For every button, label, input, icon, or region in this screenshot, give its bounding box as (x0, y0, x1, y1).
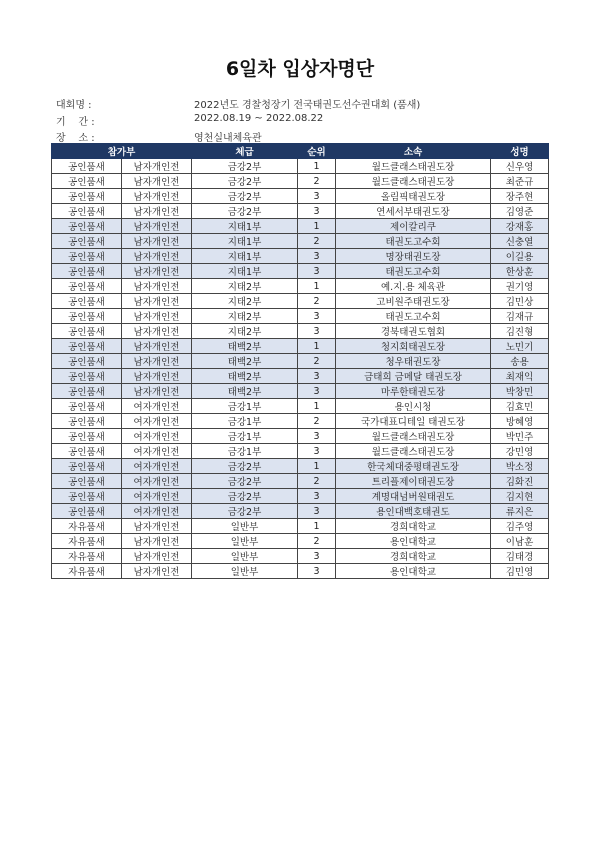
cell-name: 강민영 (491, 444, 549, 459)
cell-rank: 3 (298, 204, 336, 219)
cell-rank: 3 (298, 324, 336, 339)
table-row (52, 384, 549, 399)
cell-rank: 1 (298, 219, 336, 234)
cell-event: 여자개인전 (122, 414, 192, 429)
cell-category: 공인품새 (52, 369, 122, 384)
cell-event: 남자개인전 (122, 339, 192, 354)
cell-event: 여자개인전 (122, 489, 192, 504)
cell-weight-class: 태백2부 (192, 384, 298, 399)
table-row (52, 174, 549, 189)
cell-weight-class: 금강2부 (192, 459, 298, 474)
cell-name: 김화진 (491, 474, 549, 489)
table-row (52, 504, 549, 519)
cell-weight-class: 금강1부 (192, 444, 298, 459)
cell-rank: 2 (298, 354, 336, 369)
cell-weight-class: 태백2부 (192, 339, 298, 354)
cell-name: 김민상 (491, 294, 549, 309)
cell-event: 남자개인전 (122, 324, 192, 339)
cell-name: 송용 (491, 354, 549, 369)
table-row (52, 324, 549, 339)
cell-name: 최재익 (491, 369, 549, 384)
table-row (52, 309, 549, 324)
table-row (52, 204, 549, 219)
cell-affiliation: 고비원주태권도장 (336, 294, 491, 309)
cell-category: 공인품새 (52, 204, 122, 219)
cell-name: 김영준 (491, 204, 549, 219)
cell-category: 자유품새 (52, 519, 122, 534)
cell-event: 남자개인전 (122, 309, 192, 324)
cell-name: 김진형 (491, 324, 549, 339)
cell-name: 한상훈 (491, 264, 549, 279)
page-title: 6일차 입상자명단 (225, 58, 375, 80)
cell-name: 최준규 (491, 174, 549, 189)
cell-rank: 1 (298, 399, 336, 414)
cell-category: 공인품새 (52, 234, 122, 249)
cell-category: 공인품새 (52, 414, 122, 429)
cell-event: 남자개인전 (122, 219, 192, 234)
cell-category: 공인품새 (52, 354, 122, 369)
cell-weight-class: 일반부 (192, 519, 298, 534)
cell-weight-class: 지태2부 (192, 324, 298, 339)
cell-category: 공인품새 (52, 189, 122, 204)
cell-affiliation: 마루한태권도장 (336, 384, 491, 399)
cell-name: 김태경 (491, 549, 549, 564)
cell-name: 신우영 (491, 159, 549, 174)
cell-event: 여자개인전 (122, 504, 192, 519)
cell-rank: 3 (298, 549, 336, 564)
cell-category: 공인품새 (52, 264, 122, 279)
cell-name: 신충열 (491, 234, 549, 249)
cell-event: 남자개인전 (122, 174, 192, 189)
cell-affiliation: 명장태권도장 (336, 249, 491, 264)
table-row (52, 234, 549, 249)
table-row (52, 189, 549, 204)
cell-weight-class: 금강1부 (192, 429, 298, 444)
cell-affiliation: 금태희 금메달 태권도장 (336, 369, 491, 384)
venue-value: 영천실내체육관 (194, 133, 262, 144)
cell-weight-class: 금강2부 (192, 474, 298, 489)
cell-rank: 2 (298, 294, 336, 309)
cell-affiliation: 제이칼리쿠 (336, 219, 491, 234)
cell-name: 김민영 (491, 564, 549, 579)
cell-event: 남자개인전 (122, 369, 192, 384)
table-row (52, 294, 549, 309)
cell-name: 김재규 (491, 309, 549, 324)
cell-rank: 3 (298, 369, 336, 384)
cell-event: 남자개인전 (122, 189, 192, 204)
cell-name: 김효민 (491, 399, 549, 414)
table-row (52, 564, 549, 579)
cell-weight-class: 금강2부 (192, 204, 298, 219)
event-label: 대회명 : (56, 100, 92, 111)
cell-affiliation: 용인대학교 (336, 534, 491, 549)
cell-affiliation: 월드클래스태권도장 (336, 429, 491, 444)
cell-rank: 3 (298, 249, 336, 264)
cell-affiliation: 트리플제이태권도장 (336, 474, 491, 489)
cell-event: 남자개인전 (122, 249, 192, 264)
cell-weight-class: 금강1부 (192, 414, 298, 429)
header-division: 참가부 (52, 144, 192, 159)
header-weight-class: 체급 (192, 144, 298, 159)
cell-category: 공인품새 (52, 399, 122, 414)
table-row (52, 489, 549, 504)
cell-rank: 1 (298, 459, 336, 474)
table-row (52, 519, 549, 534)
cell-event: 남자개인전 (122, 534, 192, 549)
table-row (52, 369, 549, 384)
cell-weight-class: 지태1부 (192, 234, 298, 249)
cell-weight-class: 태백2부 (192, 354, 298, 369)
cell-rank: 2 (298, 414, 336, 429)
table-row (52, 444, 549, 459)
cell-event: 남자개인전 (122, 159, 192, 174)
cell-weight-class: 금강2부 (192, 489, 298, 504)
cell-weight-class: 금강2부 (192, 189, 298, 204)
cell-affiliation: 청지회태권도장 (336, 339, 491, 354)
cell-affiliation: 청우태권도장 (336, 354, 491, 369)
table-row (52, 354, 549, 369)
cell-weight-class: 금강2부 (192, 504, 298, 519)
cell-name: 장주현 (491, 189, 549, 204)
cell-affiliation: 올림픽태권도장 (336, 189, 491, 204)
cell-rank: 1 (298, 279, 336, 294)
cell-affiliation: 월드클래스태권도장 (336, 444, 491, 459)
header-affiliation: 소속 (336, 144, 491, 159)
cell-name: 박민주 (491, 429, 549, 444)
table-row (52, 534, 549, 549)
cell-rank: 3 (298, 489, 336, 504)
cell-rank: 2 (298, 174, 336, 189)
cell-event: 남자개인전 (122, 279, 192, 294)
cell-event: 여자개인전 (122, 444, 192, 459)
cell-affiliation: 월드클래스태권도장 (336, 159, 491, 174)
cell-weight-class: 지태1부 (192, 249, 298, 264)
cell-event: 여자개인전 (122, 459, 192, 474)
table-row (52, 414, 549, 429)
cell-event: 남자개인전 (122, 564, 192, 579)
table-row (52, 474, 549, 489)
cell-category: 자유품새 (52, 534, 122, 549)
table-row (52, 249, 549, 264)
header-rank: 순위 (298, 144, 336, 159)
cell-name: 박소정 (491, 459, 549, 474)
cell-affiliation: 계명대넘버원태권도 (336, 489, 491, 504)
venue-label: 장 소 : (56, 133, 95, 144)
cell-category: 공인품새 (52, 324, 122, 339)
header-name: 성명 (491, 144, 549, 159)
cell-event: 여자개인전 (122, 399, 192, 414)
cell-name: 류지은 (491, 504, 549, 519)
cell-weight-class: 지태2부 (192, 309, 298, 324)
cell-name: 노민기 (491, 339, 549, 354)
table-row (52, 399, 549, 414)
cell-name: 박창민 (491, 384, 549, 399)
cell-rank: 2 (298, 234, 336, 249)
table-row (52, 459, 549, 474)
cell-rank: 3 (298, 309, 336, 324)
cell-weight-class: 일반부 (192, 549, 298, 564)
cell-category: 공인품새 (52, 219, 122, 234)
cell-affiliation: 국가대표디테일 태권도장 (336, 414, 491, 429)
table-row (52, 219, 549, 234)
cell-event: 남자개인전 (122, 234, 192, 249)
period-label: 기 간 : (56, 117, 95, 128)
table-header-row (52, 144, 549, 159)
cell-affiliation: 경희대학교 (336, 519, 491, 534)
table-row (52, 429, 549, 444)
cell-category: 공인품새 (52, 294, 122, 309)
cell-event: 남자개인전 (122, 354, 192, 369)
cell-weight-class: 금강2부 (192, 174, 298, 189)
cell-category: 공인품새 (52, 159, 122, 174)
cell-weight-class: 지태1부 (192, 219, 298, 234)
cell-rank: 3 (298, 429, 336, 444)
cell-category: 공인품새 (52, 444, 122, 459)
cell-affiliation: 경북태권도협회 (336, 324, 491, 339)
cell-affiliation: 태권도고수회 (336, 234, 491, 249)
cell-event: 남자개인전 (122, 384, 192, 399)
winners-table (51, 143, 549, 579)
cell-affiliation: 경희대학교 (336, 549, 491, 564)
cell-name: 권기영 (491, 279, 549, 294)
cell-category: 공인품새 (52, 249, 122, 264)
cell-category: 공인품새 (52, 384, 122, 399)
cell-category: 공인품새 (52, 504, 122, 519)
cell-name: 방혜영 (491, 414, 549, 429)
cell-event: 남자개인전 (122, 204, 192, 219)
table-row (52, 549, 549, 564)
cell-name: 이남훈 (491, 534, 549, 549)
cell-name: 이길용 (491, 249, 549, 264)
table-row (52, 264, 549, 279)
cell-rank: 3 (298, 189, 336, 204)
cell-category: 공인품새 (52, 459, 122, 474)
cell-affiliation: 월드클래스태권도장 (336, 174, 491, 189)
cell-category: 공인품새 (52, 309, 122, 324)
cell-weight-class: 금강1부 (192, 399, 298, 414)
cell-rank: 3 (298, 264, 336, 279)
cell-category: 공인품새 (52, 489, 122, 504)
cell-rank: 3 (298, 564, 336, 579)
cell-name: 김주영 (491, 519, 549, 534)
period-value: 2022.08.19 ~ 2022.08.22 (194, 113, 324, 124)
table-row (52, 279, 549, 294)
cell-event: 남자개인전 (122, 294, 192, 309)
cell-affiliation: 태권도고수회 (336, 309, 491, 324)
table-row (52, 159, 549, 174)
cell-category: 공인품새 (52, 339, 122, 354)
cell-affiliation: 예.지.용 체육관 (336, 279, 491, 294)
cell-affiliation: 용인대학교 (336, 564, 491, 579)
cell-category: 자유품새 (52, 564, 122, 579)
cell-rank: 3 (298, 504, 336, 519)
cell-affiliation: 연세서부태권도장 (336, 204, 491, 219)
cell-category: 공인품새 (52, 474, 122, 489)
cell-category: 공인품새 (52, 174, 122, 189)
cell-name: 강재홍 (491, 219, 549, 234)
cell-event: 여자개인전 (122, 429, 192, 444)
cell-weight-class: 일반부 (192, 564, 298, 579)
event-value: 2022년도 경찰청장기 전국태권도선수권대회 (품새) (194, 100, 421, 111)
cell-affiliation: 태권도고수회 (336, 264, 491, 279)
cell-event: 남자개인전 (122, 549, 192, 564)
cell-event: 여자개인전 (122, 474, 192, 489)
cell-event: 남자개인전 (122, 519, 192, 534)
cell-affiliation: 한국체대중평태권도장 (336, 459, 491, 474)
cell-rank: 2 (298, 474, 336, 489)
cell-event: 남자개인전 (122, 264, 192, 279)
cell-rank: 1 (298, 519, 336, 534)
cell-affiliation: 용인대백호태권도 (336, 504, 491, 519)
cell-weight-class: 일반부 (192, 534, 298, 549)
cell-rank: 1 (298, 159, 336, 174)
table-row (52, 339, 549, 354)
cell-weight-class: 지태2부 (192, 294, 298, 309)
cell-rank: 1 (298, 339, 336, 354)
cell-affiliation: 용인시청 (336, 399, 491, 414)
cell-weight-class: 지태2부 (192, 279, 298, 294)
cell-category: 공인품새 (52, 279, 122, 294)
cell-name: 김지현 (491, 489, 549, 504)
cell-category: 자유품새 (52, 549, 122, 564)
cell-category: 공인품새 (52, 429, 122, 444)
cell-rank: 3 (298, 444, 336, 459)
cell-weight-class: 지태1부 (192, 264, 298, 279)
cell-weight-class: 태백2부 (192, 369, 298, 384)
cell-rank: 3 (298, 384, 336, 399)
cell-rank: 2 (298, 534, 336, 549)
cell-weight-class: 금강2부 (192, 159, 298, 174)
